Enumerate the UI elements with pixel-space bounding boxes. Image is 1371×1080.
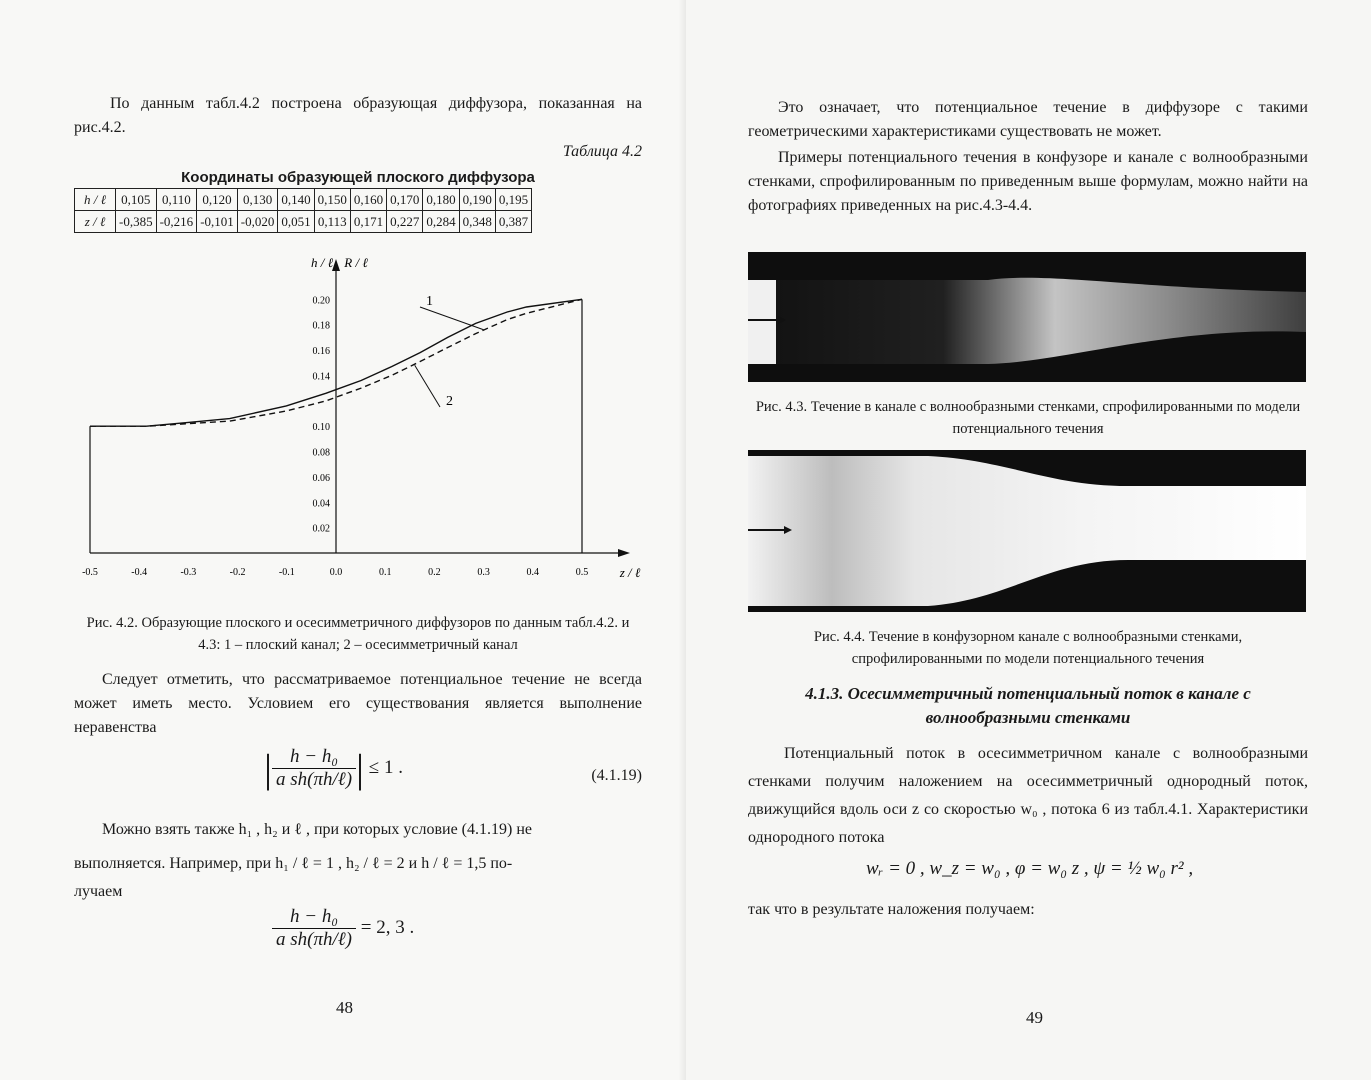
table-cell: 0,227 bbox=[387, 211, 423, 233]
intro-paragraph: По данным табл.4.2 построена образующая диффузора, показанная на рис.4.2. bbox=[74, 95, 642, 136]
eq1-label: (4.1.19) bbox=[591, 767, 642, 784]
table-row bbox=[75, 189, 532, 211]
paragraph-example-line1: Можно взять также h₁ , h₂ и ℓ , при которых условие (4.1.19) не bbox=[102, 821, 532, 838]
paragraph-axisymmetric: Потенциальный поток в осесимметричном канале с волнообразными стенками получим наложением на осесимметричный однородный поток, движущийся вдоль оси z со скоростью w₀ , потока 6 из табл.4.1. Характеристики однородного потока bbox=[748, 745, 1308, 846]
paragraph-example-line3: лучаем bbox=[74, 883, 123, 900]
eq2-numerator: h − h₀ bbox=[272, 906, 356, 929]
x-tick-label: 0.0 bbox=[329, 567, 343, 578]
x-tick-label: -0.5 bbox=[82, 567, 98, 578]
y-tick-label: 0.02 bbox=[312, 523, 330, 535]
section-title: 4.1.3. Осесимметричный потенциальный поток в канале с волнообразными стенками bbox=[805, 684, 1251, 727]
x-tick-label: 0.4 bbox=[526, 567, 540, 578]
table-title: Координаты образующей плоского диффузора bbox=[181, 169, 535, 186]
y-tick-label: 0.20 bbox=[312, 295, 330, 307]
table-cell: 0,110 bbox=[156, 189, 197, 211]
leader-line-1 bbox=[420, 307, 484, 330]
table-cell: 0,195 bbox=[495, 189, 531, 211]
equation-result bbox=[272, 906, 414, 951]
y-axis-label: h / ℓ bbox=[310, 255, 334, 270]
paragraph-result: так что в результате наложения получаем: bbox=[748, 901, 1035, 918]
x-tick-label: -0.4 bbox=[131, 567, 148, 578]
diffuser-profile-chart bbox=[60, 245, 650, 605]
table-cell: -0,020 bbox=[237, 211, 278, 233]
figure-4-4-photo bbox=[748, 450, 1306, 612]
x-tick-label: -0.3 bbox=[180, 567, 197, 578]
y-tick-label: 0.14 bbox=[312, 371, 330, 383]
table-cell: 0,160 bbox=[350, 189, 386, 211]
y-tick-label: 0.08 bbox=[312, 447, 330, 459]
table-row bbox=[75, 211, 532, 233]
y-axis-label-r: R / ℓ bbox=[344, 255, 368, 270]
figure-4-2-caption: Рис. 4.2. Образующие плоского и осесимметричного диффузоров по данным табл.4.2. и 4.3: 1 – плоский канал; 2 – осесимметричный канал bbox=[86, 615, 630, 653]
y-tick-label: 0.16 bbox=[312, 346, 330, 358]
y-tick-label: 0.06 bbox=[312, 472, 330, 484]
equation-uniform-flow: wᵣ = 0 , w_z = w₀ , φ = w₀ z , ψ = ½ w₀ r² , bbox=[866, 858, 1194, 879]
eq1-denominator: a sh(πh/ℓ) bbox=[276, 769, 353, 790]
x-tick-label: -0.2 bbox=[229, 567, 246, 578]
figure-4-3-photo bbox=[748, 252, 1306, 382]
figure-4-4-caption: Рис. 4.4. Течение в конфузорном канале с волнообразными стенками, спрофилированными по модели потенциального течения bbox=[813, 629, 1243, 667]
x-axis-arrow bbox=[618, 549, 630, 557]
eq2-denominator: a sh(πh/ℓ) bbox=[276, 929, 353, 950]
x-tick-label: 0.1 bbox=[378, 567, 392, 578]
table-cell: -0,216 bbox=[156, 211, 197, 233]
x-tick-label: 0.3 bbox=[477, 567, 490, 578]
table-cell: 0,348 bbox=[459, 211, 495, 233]
eq1-rhs: ≤ 1 . bbox=[368, 756, 403, 778]
table-cell: 0,387 bbox=[495, 211, 531, 233]
table-cell: -0,385 bbox=[116, 211, 157, 233]
table-cell: 0,150 bbox=[314, 189, 350, 211]
x-tick-label: 0.5 bbox=[575, 567, 589, 578]
table-row-head: h / ℓ bbox=[75, 189, 116, 211]
y-tick-label: 0.10 bbox=[312, 422, 330, 434]
table-cell: 0,105 bbox=[116, 189, 157, 211]
y-axis-arrow bbox=[332, 259, 340, 271]
coordinates-table bbox=[74, 188, 532, 233]
table-cell: 0,171 bbox=[350, 211, 386, 233]
y-tick-label: 0.04 bbox=[312, 498, 330, 510]
table-cell: 0,180 bbox=[423, 189, 459, 211]
right-page bbox=[686, 0, 1371, 1080]
curve-label-1: 1 bbox=[426, 294, 433, 309]
figure-4-3-caption: Рис. 4.3. Течение в канале с волнообразными стенками, спрофилированными по модели потенциального течения bbox=[755, 399, 1301, 437]
paragraph-conclusion: Это означает, что потенциальное течение в диффузоре с такими геометрическими характеристиками существовать не может. bbox=[748, 99, 1308, 140]
x-axis-label: z / ℓ bbox=[619, 565, 641, 580]
table-row-head: z / ℓ bbox=[75, 211, 116, 233]
table-cell: 0,190 bbox=[459, 189, 495, 211]
table-cell: -0,101 bbox=[197, 211, 238, 233]
leader-line-2 bbox=[415, 365, 440, 407]
table-label: Таблица 4.2 bbox=[562, 143, 642, 160]
inequality-4-1-19: | $\frac{\text{h − h₀}}{\text{a sh(πh/ℓ)}}$ | ≤ 1 . bbox=[264, 746, 403, 791]
eq1-numerator: h − h₀ bbox=[272, 746, 356, 769]
flow-photo-wavy-channel bbox=[748, 252, 1306, 382]
paragraph-examples: Примеры потенциального течения в конфузоре и канале с волнообразными стенками, спрофилированным по приведенным выше формулам, можно найти на фотографиях приведенных на рис.4.3-4.4. bbox=[748, 149, 1308, 214]
table-cell: 0,120 bbox=[197, 189, 238, 211]
page-number-right: 49 bbox=[1026, 1008, 1043, 1027]
curve-label-2: 2 bbox=[446, 394, 453, 409]
table-cell: 0,170 bbox=[387, 189, 423, 211]
table-cell: 0,130 bbox=[237, 189, 278, 211]
table-cell: 0,051 bbox=[278, 211, 314, 233]
paragraph-condition: Следует отметить, что рассматриваемое потенциальное течение не всегда может иметь место. Условием его существования является выполнение неравенства bbox=[74, 671, 642, 736]
x-tick-label: 0.2 bbox=[428, 567, 441, 578]
paragraph-example-line2: выполняется. Например, при h₁ / ℓ = 1 , h₂ / ℓ = 2 и h / ℓ = 1,5 по- bbox=[74, 855, 513, 872]
table-cell: 0,140 bbox=[278, 189, 314, 211]
y-tick-label: 0.18 bbox=[312, 320, 330, 332]
flow-photo-confuser-channel bbox=[748, 450, 1306, 612]
table-cell: 0,284 bbox=[423, 211, 459, 233]
table-cell: 0,113 bbox=[314, 211, 350, 233]
eq2-rhs: = 2, 3 . bbox=[360, 916, 415, 938]
page-number-left: 48 bbox=[336, 998, 353, 1017]
x-tick-label: -0.1 bbox=[278, 567, 295, 578]
